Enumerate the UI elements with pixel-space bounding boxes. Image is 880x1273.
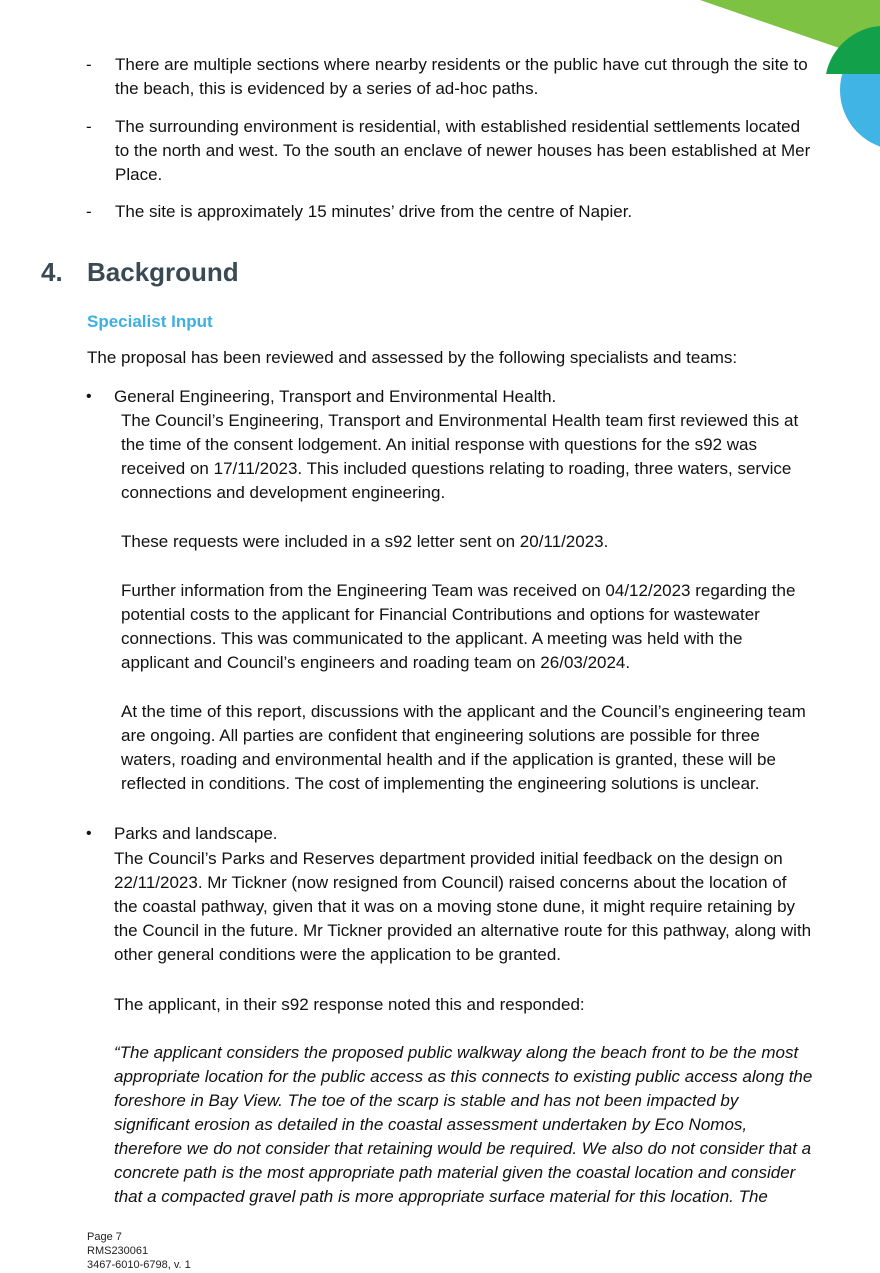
intro-paragraph: The proposal has been reviewed and assessed by the following specialists and teams: [87, 348, 738, 367]
site-bullet-text: There are multiple sections where nearby residents or the public have cut through the site to the beach, this is evidenced by a series of ad-hoc paths. [115, 55, 808, 98]
page-footer [87, 1230, 191, 1272]
specialist-paragraph: Further information from the Engineering Team was received on 04/12/2023 regarding the potential costs to the applicant for Financial Contributions and options for wastewater connections. This was communicated to the applicant. A meeting was held with the applicant and Council’s engineers and roading team on 26/03/2024. [121, 581, 796, 672]
specialist-paragraph: These requests were included in a s92 letter sent on 20/11/2023. [121, 532, 609, 551]
specialist-title: Parks and landscape. [114, 824, 278, 843]
specialist-paragraph: The Council’s Parks and Reserves department provided initial feedback on the design on 22/11/2023. Mr Tickner (now resigned from Council) raised concerns about the location of the coastal pathway, given that it was on a moving stone dune, it might require retaining by the Council in the future. Mr Tickner provided an alternative route for this pathway, along with other general conditions were the application to be granted. [114, 849, 812, 964]
dash-marker: - [86, 117, 92, 136]
applicant-quote: “The applicant considers the proposed public walkway along the beach front to be the most appropriate location for the public access as this connects to existing public access along the foreshore in Bay View. The toe of the scarp is stable and has not been impacted by significant erosion as detailed in the coastal assessment undertaken by Eco Nomos, therefore we do not consider that retaining would be required. We also do not consider that a concrete path is the most appropriate path material given the coastal location and consider that a compacted gravel path is more appropriate surface material for this location. The [114, 1043, 813, 1206]
dash-marker: - [86, 202, 92, 221]
section-number: 4. [41, 257, 63, 287]
specialist-paragraph: The applicant, in their s92 response noted this and responded: [114, 995, 585, 1014]
bullet-marker: • [86, 825, 92, 842]
subheading-specialist-input: Specialist Input [87, 312, 213, 331]
document-id: 3467-6010-6798, v. 1 [87, 1259, 191, 1271]
section-title: Background [87, 257, 239, 287]
page-number: Page 7 [87, 1231, 122, 1243]
specialist-paragraph: At the time of this report, discussions with the applicant and the Council’s engineering team are ongoing. All parties are confident that engineering solutions are possible for three waters, roading and environmental health and if the application is granted, these will be reflected in conditions. The cost of implementing the engineering solutions is unclear. [121, 702, 806, 793]
reference-number: RMS230061 [87, 1245, 149, 1257]
specialist-paragraph: The Council’s Engineering, Transport and Environmental Health team first reviewed this at the time of the consent lodgement. An initial response with questions for the s92 was received on 17/11/2023. This included questions relating to roading, three waters, service connections and development engineering. [121, 411, 799, 502]
bullet-marker: • [86, 388, 92, 405]
dash-marker: - [86, 55, 92, 74]
specialist-title: General Engineering, Transport and Environmental Health. [114, 387, 557, 406]
site-bullet-text: The site is approximately 15 minutes’ drive from the centre of Napier. [115, 202, 633, 221]
site-bullet-text: The surrounding environment is residential, with established residential settlements located to the north and west. To the south an enclave of newer houses has been established at Mer Place. [115, 117, 811, 184]
